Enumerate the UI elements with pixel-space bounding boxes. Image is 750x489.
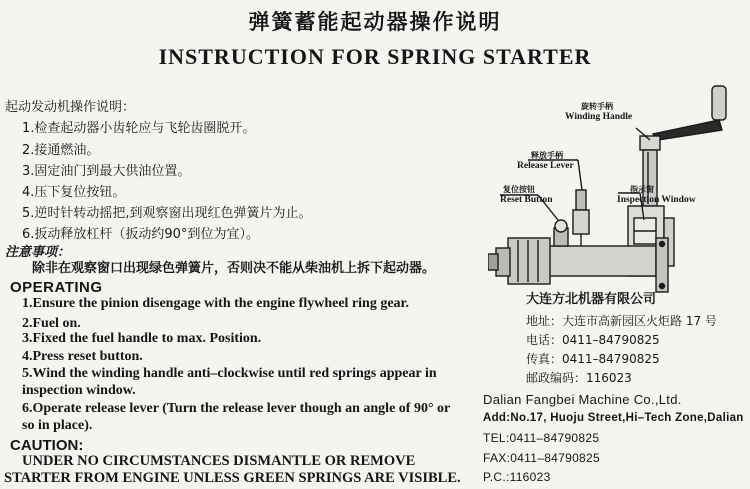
cn-heading: 起动发动机操作说明： [5, 100, 136, 115]
company-postcode-en: P.C.:116023 [483, 470, 551, 484]
release-lever-label: Release Lever [517, 161, 574, 171]
cn-step: 4.压下复位按钮。 [22, 185, 126, 200]
cn-step: 3.固定油门到最大供油位置。 [22, 164, 191, 179]
inspection-window-label-cn: 指示窗 [630, 185, 654, 194]
cn-step: 1.检查起动器小齿轮应与飞轮齿圈脱开。 [22, 121, 256, 136]
en-step: 6.Operate release lever (Turn the release lever though an angle of 90° or [22, 401, 451, 416]
caution-line: UNDER NO CIRCUMSTANCES DISMANTLE OR REMOVE [22, 453, 416, 469]
inspection-window-label: Inspection Window [617, 195, 696, 205]
reset-button-label: Reset Button [500, 195, 553, 205]
caution-heading: CAUTION: [10, 437, 84, 454]
winding-handle-label: Winding Handle [565, 112, 633, 122]
winding-handle-label-cn: 旋转手柄 [581, 102, 613, 111]
cn-note: 除非在观察窗口出现绿色弹簧片，否则决不能从柴油机上拆下起动器。 [32, 261, 436, 276]
en-step: inspection window. [22, 383, 136, 398]
release-lever-label-cn: 释放手柄 [531, 151, 563, 160]
reset-button-label-cn: 复位按钮 [503, 185, 535, 194]
operating-heading: OPERATING [10, 279, 103, 296]
caution-line: STARTER FROM ENGINE UNLESS GREEN SPRINGS ARE VISIBLE. [4, 470, 461, 486]
company-postcode-cn: 邮政编码：116023 [526, 371, 632, 385]
en-step: 4.Press reset button. [22, 349, 143, 364]
en-step: 5.Wind the winding handle anti–clockwise until red springs appear in [22, 366, 437, 381]
company-fax-cn: 传真：0411–84790825 [526, 352, 660, 366]
company-address-en: Add:No.17, Huoju Street,Hi–Tech Zone,Dalian [483, 412, 744, 424]
cn-step: 6.扳动释放杠杆（扳动约90°到位为宜）。 [22, 227, 259, 242]
title-chinese: 弹簧蓄能起动器操作说明 [248, 9, 502, 34]
en-step: 2.Fuel on. [22, 316, 81, 331]
en-step: 3.Fixed the fuel handle to max. Position. [22, 331, 262, 346]
title-english: INSTRUCTION FOR SPRING STARTER [158, 44, 592, 69]
company-address-cn: 地址：大连市高新园区火炬路 17 号 [526, 314, 717, 328]
company-fax-en: FAX:0411–84790825 [483, 451, 600, 465]
cn-step: 5.逆时针转动摇把,到观察窗出现红色弹簧片为止。 [22, 206, 312, 221]
company-name-en: Dalian Fangbei Machine Co.,Ltd. [483, 392, 682, 407]
en-step: so in place). [22, 418, 93, 433]
company-tel-en: TEL:0411–84790825 [483, 431, 600, 445]
company-name-cn: 大连方北机器有限公司 [526, 292, 657, 307]
cn-step: 2.接通燃油。 [22, 143, 100, 158]
company-tel-cn: 电话：0411–84790825 [526, 333, 660, 347]
cn-note-heading: 注意事项： [5, 245, 71, 260]
en-step: 1.Ensure the pinion disengage with the engine flywheel ring gear. [22, 296, 409, 311]
